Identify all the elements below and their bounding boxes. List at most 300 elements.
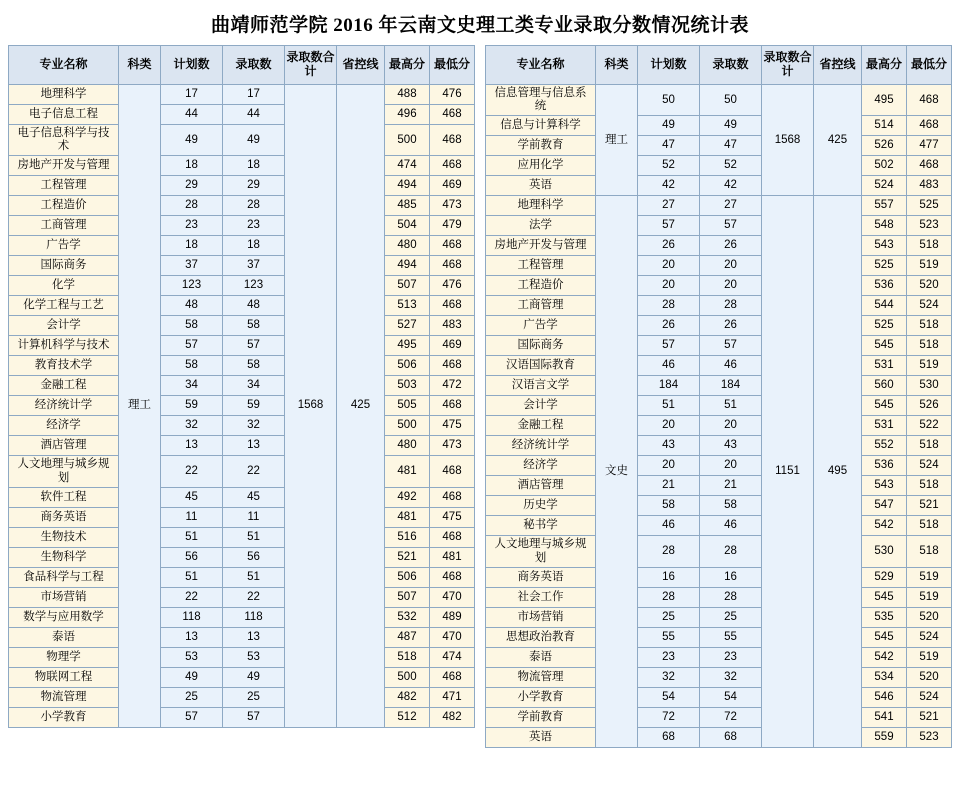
cell-major-name: 小学教育 [486, 687, 596, 707]
cell-major-name: 学前教育 [486, 136, 596, 156]
cell-min-score: 475 [430, 416, 475, 436]
cell-max-score: 543 [862, 236, 907, 256]
cell-major-name: 教育技术学 [9, 356, 119, 376]
cell-admitted-count: 45 [223, 487, 285, 507]
cell-max-score: 488 [385, 85, 430, 105]
cell-min-score: 520 [907, 667, 952, 687]
table-row [486, 536, 952, 567]
cell-plan-count: 50 [638, 85, 700, 116]
cell-admitted-count: 29 [223, 176, 285, 196]
cell-plan-count: 58 [161, 316, 223, 336]
table-row [9, 416, 475, 436]
cell-admitted-count: 46 [700, 356, 762, 376]
col-header-plan: 计划数 [638, 46, 700, 85]
col-header-name: 专业名称 [9, 46, 119, 85]
cell-plan-count: 22 [161, 587, 223, 607]
table-row [486, 116, 952, 136]
cell-plan-count: 58 [638, 496, 700, 516]
cell-plan-count: 20 [638, 456, 700, 476]
cell-min-score: 468 [907, 156, 952, 176]
cell-admitted-count: 54 [700, 687, 762, 707]
cell-min-score: 518 [907, 436, 952, 456]
cell-max-score: 482 [385, 687, 430, 707]
cell-max-score: 527 [385, 316, 430, 336]
cell-plan-count: 26 [638, 236, 700, 256]
cell-plan-count: 52 [638, 156, 700, 176]
cell-major-name: 会计学 [9, 316, 119, 336]
cell-admitted-count: 57 [700, 336, 762, 356]
cell-min-score: 489 [430, 607, 475, 627]
cell-max-score: 481 [385, 456, 430, 487]
cell-max-score: 506 [385, 567, 430, 587]
cell-admitted-count: 58 [223, 316, 285, 336]
cell-min-score: 468 [430, 296, 475, 316]
table-row [486, 396, 952, 416]
cell-major-name: 小学教育 [9, 707, 119, 727]
cell-plan-count: 20 [638, 416, 700, 436]
cell-admitted-count: 23 [700, 647, 762, 667]
cell-major-name: 工程造价 [486, 276, 596, 296]
cell-admitted-count: 118 [223, 607, 285, 627]
cell-major-name: 数学与应用数学 [9, 607, 119, 627]
cell-max-score: 552 [862, 436, 907, 456]
cell-major-name: 广告学 [9, 236, 119, 256]
cell-plan-count: 26 [638, 316, 700, 336]
cell-max-score: 530 [862, 536, 907, 567]
table-row [486, 436, 952, 456]
table-row [486, 496, 952, 516]
cell-min-score: 519 [907, 256, 952, 276]
cell-major-name: 软件工程 [9, 487, 119, 507]
cell-plan-count: 13 [161, 627, 223, 647]
cell-plan-count: 13 [161, 436, 223, 456]
cell-plan-count: 28 [638, 536, 700, 567]
cell-max-score: 531 [862, 416, 907, 436]
cell-admitted-count: 11 [223, 507, 285, 527]
table-row [9, 125, 475, 156]
cell-max-score: 495 [862, 85, 907, 116]
cell-major-name: 英语 [486, 176, 596, 196]
cell-admitted-count: 50 [700, 85, 762, 116]
cell-plan-count: 32 [161, 416, 223, 436]
cell-max-score: 503 [385, 376, 430, 396]
cell-major-name: 广告学 [486, 316, 596, 336]
cell-admitted-total: 1151 [762, 196, 814, 747]
table-row [9, 547, 475, 567]
cell-min-score: 468 [430, 527, 475, 547]
cell-max-score: 500 [385, 416, 430, 436]
cell-max-score: 543 [862, 476, 907, 496]
cell-admitted-count: 17 [223, 85, 285, 105]
cell-plan-count: 184 [638, 376, 700, 396]
cell-max-score: 560 [862, 376, 907, 396]
cell-min-score: 519 [907, 587, 952, 607]
cell-major-name: 生物技术 [9, 527, 119, 547]
cell-admitted-count: 32 [223, 416, 285, 436]
cell-min-score: 476 [430, 85, 475, 105]
table-row [486, 85, 952, 116]
cell-min-score: 518 [907, 316, 952, 336]
cell-kelei: 文史 [596, 196, 638, 747]
cell-min-score: 524 [907, 296, 952, 316]
cell-min-score: 518 [907, 516, 952, 536]
table-row [9, 607, 475, 627]
table-row [9, 487, 475, 507]
cell-max-score: 545 [862, 627, 907, 647]
table-row [486, 647, 952, 667]
cell-major-name: 市场营销 [486, 607, 596, 627]
cell-plan-count: 21 [638, 476, 700, 496]
table-row [9, 567, 475, 587]
cell-plan-count: 57 [161, 336, 223, 356]
cell-major-name: 秘书学 [486, 516, 596, 536]
cell-major-name: 生物科学 [9, 547, 119, 567]
cell-min-score: 468 [430, 356, 475, 376]
cell-major-name: 历史学 [486, 496, 596, 516]
cell-major-name: 商务英语 [9, 507, 119, 527]
cell-major-name: 计算机科学与技术 [9, 336, 119, 356]
table-row [486, 296, 952, 316]
col-header-lu: 录取数 [223, 46, 285, 85]
cell-min-score: 468 [430, 156, 475, 176]
col-header-kelei: 科类 [119, 46, 161, 85]
table-row [9, 376, 475, 396]
cell-min-score: 524 [907, 687, 952, 707]
cell-major-name: 信息管理与信息系统 [486, 85, 596, 116]
cell-plan-count: 45 [161, 487, 223, 507]
cell-max-score: 505 [385, 396, 430, 416]
cell-max-score: 496 [385, 105, 430, 125]
table-row [486, 176, 952, 196]
table-row [9, 667, 475, 687]
table-row [486, 687, 952, 707]
col-header-plan: 计划数 [161, 46, 223, 85]
cell-min-score: 470 [430, 587, 475, 607]
cell-major-name: 汉语国际教育 [486, 356, 596, 376]
cell-plan-count: 46 [638, 356, 700, 376]
cell-admitted-count: 52 [700, 156, 762, 176]
cell-admitted-count: 51 [223, 567, 285, 587]
cell-plan-count: 54 [638, 687, 700, 707]
cell-max-score: 480 [385, 436, 430, 456]
cell-admitted-count: 13 [223, 436, 285, 456]
cell-plan-count: 22 [161, 456, 223, 487]
cell-max-score: 545 [862, 336, 907, 356]
cell-admitted-count: 42 [700, 176, 762, 196]
cell-admitted-count: 22 [223, 456, 285, 487]
cell-min-score: 523 [907, 216, 952, 236]
table-row [9, 527, 475, 547]
cell-max-score: 500 [385, 125, 430, 156]
cell-min-score: 472 [430, 376, 475, 396]
tables-container [0, 45, 960, 748]
cell-provincial-line: 425 [337, 85, 385, 728]
cell-max-score: 529 [862, 567, 907, 587]
cell-kelei: 理工 [119, 85, 161, 728]
col-header-min: 最低分 [907, 46, 952, 85]
table-row [486, 567, 952, 587]
table-row [9, 627, 475, 647]
right-table-body [486, 85, 952, 748]
cell-major-name: 人文地理与城乡规划 [9, 456, 119, 487]
cell-provincial-line: 425 [814, 85, 862, 196]
cell-admitted-count: 20 [700, 456, 762, 476]
cell-major-name: 市场营销 [9, 587, 119, 607]
table-row [9, 296, 475, 316]
cell-max-score: 525 [862, 316, 907, 336]
cell-min-score: 474 [430, 647, 475, 667]
cell-max-score: 535 [862, 607, 907, 627]
cell-major-name: 国际商务 [486, 336, 596, 356]
cell-min-score: 468 [907, 116, 952, 136]
cell-min-score: 473 [430, 196, 475, 216]
cell-major-name: 泰语 [486, 647, 596, 667]
cell-plan-count: 16 [638, 567, 700, 587]
cell-max-score: 480 [385, 236, 430, 256]
cell-plan-count: 11 [161, 507, 223, 527]
col-header-lu: 录取数 [700, 46, 762, 85]
table-row [486, 627, 952, 647]
cell-min-score: 524 [907, 456, 952, 476]
cell-min-score: 519 [907, 567, 952, 587]
table-row [486, 196, 952, 216]
cell-plan-count: 18 [161, 236, 223, 256]
cell-plan-count: 51 [161, 527, 223, 547]
cell-admitted-count: 13 [223, 627, 285, 647]
cell-major-name: 化学工程与工艺 [9, 296, 119, 316]
cell-admitted-total: 1568 [762, 85, 814, 196]
table-row [486, 276, 952, 296]
cell-max-score: 521 [385, 547, 430, 567]
cell-major-name: 经济统计学 [9, 396, 119, 416]
cell-max-score: 532 [385, 607, 430, 627]
cell-admitted-count: 184 [700, 376, 762, 396]
cell-max-score: 485 [385, 196, 430, 216]
cell-max-score: 548 [862, 216, 907, 236]
cell-min-score: 481 [430, 547, 475, 567]
cell-plan-count: 18 [161, 156, 223, 176]
cell-major-name: 法学 [486, 216, 596, 236]
table-row [9, 707, 475, 727]
cell-min-score: 483 [907, 176, 952, 196]
cell-admitted-count: 48 [223, 296, 285, 316]
table-row [486, 236, 952, 256]
cell-major-name: 物流管理 [9, 687, 119, 707]
cell-plan-count: 27 [638, 196, 700, 216]
cell-max-score: 518 [385, 647, 430, 667]
cell-max-score: 516 [385, 527, 430, 547]
table-row [486, 376, 952, 396]
cell-plan-count: 72 [638, 707, 700, 727]
cell-admitted-count: 55 [700, 627, 762, 647]
table-row [9, 336, 475, 356]
table-row [9, 436, 475, 456]
table-row [9, 507, 475, 527]
cell-admitted-count: 49 [223, 125, 285, 156]
cell-max-score: 513 [385, 296, 430, 316]
cell-admitted-count: 34 [223, 376, 285, 396]
table-row [9, 456, 475, 487]
cell-max-score: 547 [862, 496, 907, 516]
cell-min-score: 524 [907, 627, 952, 647]
col-header-kelei: 科类 [596, 46, 638, 85]
table-header-row [9, 46, 475, 85]
table-row [486, 727, 952, 747]
cell-min-score: 523 [907, 727, 952, 747]
cell-max-score: 542 [862, 516, 907, 536]
cell-plan-count: 25 [638, 607, 700, 627]
cell-admitted-count: 18 [223, 236, 285, 256]
cell-major-name: 金融工程 [9, 376, 119, 396]
cell-max-score: 559 [862, 727, 907, 747]
cell-admitted-count: 28 [700, 296, 762, 316]
table-row [9, 196, 475, 216]
table-row [486, 316, 952, 336]
cell-min-score: 468 [430, 567, 475, 587]
cell-plan-count: 37 [161, 256, 223, 276]
cell-admitted-count: 32 [700, 667, 762, 687]
cell-major-name: 国际商务 [9, 256, 119, 276]
col-header-luhe: 录取数合计 [762, 46, 814, 85]
cell-max-score: 495 [385, 336, 430, 356]
cell-major-name: 应用化学 [486, 156, 596, 176]
cell-min-score: 468 [430, 256, 475, 276]
cell-plan-count: 44 [161, 105, 223, 125]
cell-plan-count: 57 [161, 707, 223, 727]
table-row [486, 476, 952, 496]
table-row [9, 156, 475, 176]
cell-min-score: 475 [430, 507, 475, 527]
cell-max-score: 492 [385, 487, 430, 507]
cell-min-score: 518 [907, 476, 952, 496]
cell-admitted-count: 25 [700, 607, 762, 627]
col-header-max: 最高分 [862, 46, 907, 85]
cell-major-name: 酒店管理 [9, 436, 119, 456]
table-row [9, 687, 475, 707]
cell-min-score: 483 [430, 316, 475, 336]
table-row [9, 105, 475, 125]
col-header-min: 最低分 [430, 46, 475, 85]
cell-min-score: 522 [907, 416, 952, 436]
cell-plan-count: 42 [638, 176, 700, 196]
cell-plan-count: 49 [161, 125, 223, 156]
cell-max-score: 542 [862, 647, 907, 667]
col-header-shengkong: 省控线 [337, 46, 385, 85]
cell-plan-count: 48 [161, 296, 223, 316]
cell-plan-count: 29 [161, 176, 223, 196]
cell-admitted-count: 37 [223, 256, 285, 276]
col-header-luhe: 录取数合计 [285, 46, 337, 85]
cell-max-score: 481 [385, 507, 430, 527]
left-table [8, 45, 475, 728]
cell-major-name: 酒店管理 [486, 476, 596, 496]
table-row [486, 607, 952, 627]
cell-major-name: 房地产开发与管理 [9, 156, 119, 176]
cell-max-score: 545 [862, 396, 907, 416]
cell-min-score: 518 [907, 536, 952, 567]
table-row [486, 356, 952, 376]
cell-min-score: 530 [907, 376, 952, 396]
cell-admitted-count: 20 [700, 256, 762, 276]
cell-max-score: 494 [385, 256, 430, 276]
cell-admitted-count: 59 [223, 396, 285, 416]
cell-admitted-count: 20 [700, 416, 762, 436]
cell-max-score: 546 [862, 687, 907, 707]
cell-max-score: 524 [862, 176, 907, 196]
cell-max-score: 500 [385, 667, 430, 687]
col-header-max: 最高分 [385, 46, 430, 85]
table-row [486, 216, 952, 236]
cell-admitted-count: 53 [223, 647, 285, 667]
cell-admitted-count: 123 [223, 276, 285, 296]
cell-major-name: 食品科学与工程 [9, 567, 119, 587]
cell-max-score: 514 [862, 116, 907, 136]
cell-plan-count: 118 [161, 607, 223, 627]
table-row [486, 516, 952, 536]
cell-min-score: 479 [430, 216, 475, 236]
cell-admitted-count: 68 [700, 727, 762, 747]
right-table [485, 45, 952, 748]
cell-plan-count: 59 [161, 396, 223, 416]
cell-major-name: 经济统计学 [486, 436, 596, 456]
cell-min-score: 471 [430, 687, 475, 707]
cell-max-score: 534 [862, 667, 907, 687]
table-row [9, 276, 475, 296]
cell-min-score: 518 [907, 336, 952, 356]
cell-plan-count: 51 [161, 567, 223, 587]
cell-plan-count: 23 [161, 216, 223, 236]
table-row [486, 416, 952, 436]
cell-admitted-count: 57 [223, 336, 285, 356]
cell-plan-count: 49 [638, 116, 700, 136]
cell-admitted-count: 16 [700, 567, 762, 587]
cell-admitted-total: 1568 [285, 85, 337, 728]
cell-major-name: 商务英语 [486, 567, 596, 587]
cell-plan-count: 56 [161, 547, 223, 567]
cell-min-score: 468 [430, 487, 475, 507]
cell-plan-count: 43 [638, 436, 700, 456]
cell-max-score: 557 [862, 196, 907, 216]
cell-major-name: 工程造价 [9, 196, 119, 216]
cell-admitted-count: 27 [700, 196, 762, 216]
cell-major-name: 物联网工程 [9, 667, 119, 687]
cell-major-name: 地理科学 [486, 196, 596, 216]
cell-max-score: 507 [385, 587, 430, 607]
cell-major-name: 电子信息科学与技术 [9, 125, 119, 156]
cell-max-score: 507 [385, 276, 430, 296]
cell-plan-count: 47 [638, 136, 700, 156]
cell-plan-count: 55 [638, 627, 700, 647]
table-row [486, 456, 952, 476]
cell-plan-count: 28 [638, 296, 700, 316]
cell-admitted-count: 57 [700, 216, 762, 236]
table-row [9, 587, 475, 607]
cell-admitted-count: 28 [223, 196, 285, 216]
cell-max-score: 525 [862, 256, 907, 276]
cell-admitted-count: 22 [223, 587, 285, 607]
cell-admitted-count: 21 [700, 476, 762, 496]
cell-max-score: 536 [862, 456, 907, 476]
cell-max-score: 526 [862, 136, 907, 156]
cell-major-name: 经济学 [486, 456, 596, 476]
cell-min-score: 482 [430, 707, 475, 727]
table-row [9, 647, 475, 667]
cell-plan-count: 57 [638, 336, 700, 356]
cell-min-score: 520 [907, 607, 952, 627]
cell-major-name: 工商管理 [9, 216, 119, 236]
cell-max-score: 541 [862, 707, 907, 727]
cell-max-score: 544 [862, 296, 907, 316]
